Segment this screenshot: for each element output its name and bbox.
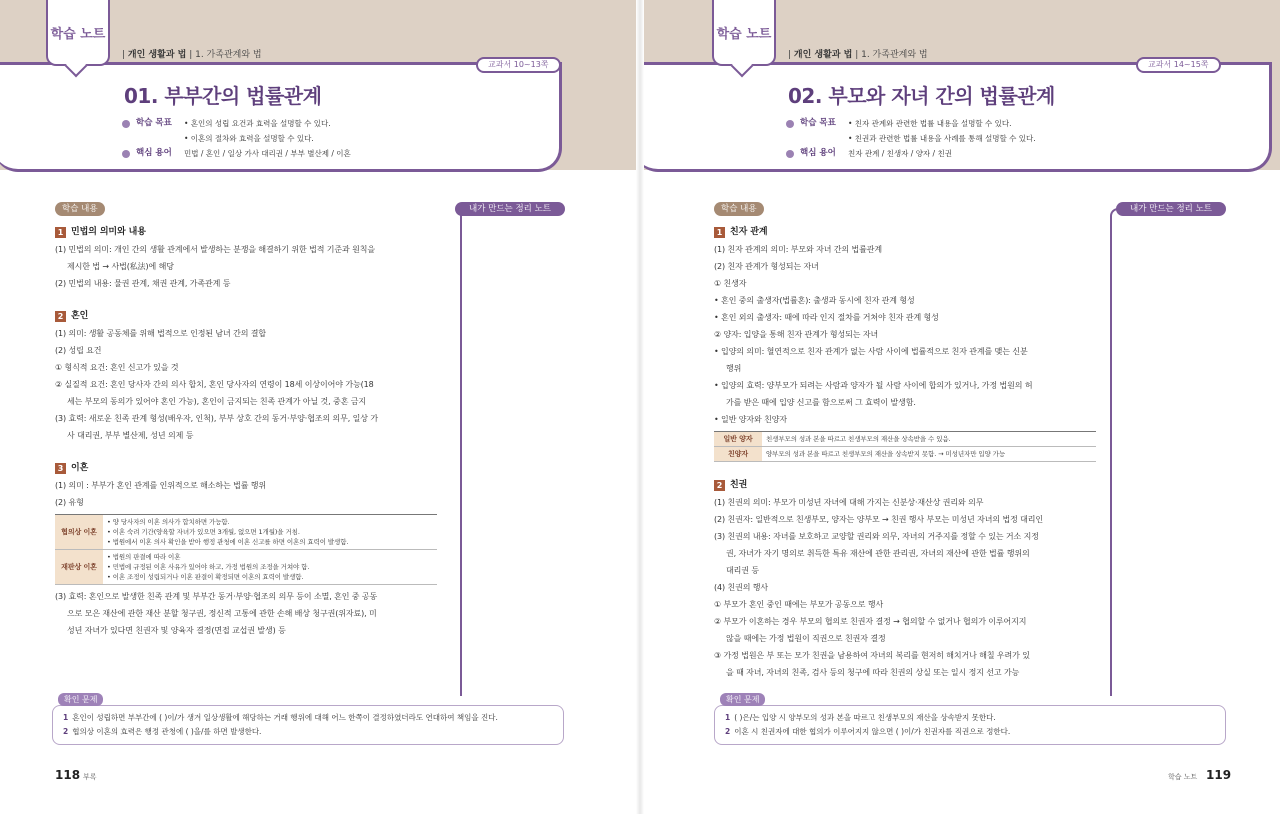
text-line: ② 실질적 요건: 혼인 당사자 간의 의사 합치, 혼인 당사자의 연령이 18세 이상이어야 가능(18: [55, 380, 374, 389]
breadcrumb: | 개인 생활과 법 | 1. 가족관계와 법: [122, 50, 262, 60]
section-heading: 3 이혼: [55, 460, 437, 477]
text-line: (2) 성립 요건: [55, 346, 102, 355]
quiz-item: 1 ( )은/는 입양 시 양부모의 성과 본을 따르고 친생부모의 재산을 상속받지 못한다.: [725, 713, 996, 722]
summary-note-tag: 내가 만드는 정리 노트: [455, 202, 565, 216]
breadcrumb-unit: 개인 생활과 법: [793, 50, 853, 60]
quiz-item: 2 이혼 시 친권자에 대한 협의가 이루어지지 않으면 ( )이/가 친권자를 직권으로 정한다.: [725, 727, 1011, 736]
text-line: (2) 친권자: 일반적으로 친생부모, 양자는 양부모 → 친권 행사 부모는 미성년 자녀의 법정 대리인: [714, 515, 1044, 524]
text-line: 대리권 등: [726, 566, 759, 575]
quiz-item: 2 협의상 이혼의 효력은 행정 관청에 ( )을/를 하면 발생한다.: [63, 727, 262, 736]
text-line: 세는 부모의 동의가 있어야 혼인 가능), 혼인이 금지되는 친족 관계가 아닐 것, 중혼 금지: [67, 397, 367, 406]
summary-note-tag: 내가 만드는 정리 노트: [1116, 202, 1226, 216]
text-line: (1) 의미: 생활 공동체를 위해 법적으로 인정된 남녀 간의 결합: [55, 329, 267, 338]
quiz-item: 1 혼인이 성립하면 부부간에 ( )이/가 생겨 일상생활에 해당하는 거래 행위에 대해 어느 한쪽이 결정하였더라도 연대하여 책임을 진다.: [63, 713, 498, 722]
key-terms: 민법 / 혼인 / 일상 가사 대리권 / 부부 별산제 / 이혼: [184, 149, 351, 158]
content-tag: 학습 내용: [55, 202, 105, 216]
table-cell: 양부모의 성과 본을 따르고 친생부모의 재산을 상속받지 못함. → 미성년자만 입양 가능: [762, 447, 1096, 462]
text-line: 가를 받은 때에 입양 신고를 함으로써 그 효력이 발생함.: [726, 398, 916, 407]
module-title: 02. 부모와 자녀 간의 법률관계: [788, 84, 1055, 108]
divorce-types-table: [55, 514, 437, 585]
goal-label: 학습 목표: [122, 116, 184, 131]
goal-item: • 친권과 관련한 법률 내용을 사례를 통해 설명할 수 있다.: [848, 134, 1036, 143]
section-heading: 1 민법의 의미와 내용: [55, 224, 437, 241]
goal-label: 학습 목표: [786, 116, 848, 131]
text-line: (1) 민법의 의미: 개인 간의 생활 관계에서 발생하는 분쟁을 해결하기 위한 법적 기준과 원칙을: [55, 245, 375, 254]
text-line: 권, 자녀가 자기 명의로 취득한 특유 재산에 관한 관리권, 자녀의 재산에 관한 법률 행위의: [726, 549, 1030, 558]
text-line: (3) 친권의 내용: 자녀를 보호하고 교양할 권리와 의무, 자녀의 거주지를 정할 수 있는 거소 지정: [714, 532, 1039, 541]
table-row: [55, 515, 437, 550]
breadcrumb-chapter: 1. 가족관계와 법: [861, 50, 928, 60]
text-line: (1) 친권의 의미: 부모가 미성년 자녀에 대해 가지는 신분상·재산상 권리와 의무: [714, 498, 984, 507]
table-cell: • 법원의 판결에 따라 이혼 • 민법에 규정된 이혼 사유가 있어야 하고, 가정 법원의 조정을 거쳐야 함. • 이혼 조정이 성립되거나 이혼 판결이 확정되면 이혼의 효력이 발생함.: [103, 550, 437, 585]
text-line: ② 부모가 이혼하는 경우 부모의 협의로 친권자 결정 → 협의할 수 없거나 협의가 이루어지지: [714, 617, 1027, 626]
table-cell: • 양 당사자의 이혼 의사가 합치하면 가능함. • 이혼 숙려 기간(양육할 자녀가 있으면 3개월, 없으면 1개월)을 거침. • 법원에서 이혼 의사 확인을 받아 행정 관청에 이혼 신고를 하면 이혼의 효력이 발생함.: [103, 515, 437, 550]
left-body: [55, 222, 437, 639]
text-line: (2) 친자 관계가 형성되는 자녀: [714, 262, 819, 271]
textbook-pages-badge: 교과서 14~15쪽: [1136, 57, 1221, 73]
text-line: 을 때 자녀, 자녀의 친족, 검사 등의 청구에 따라 친권의 상실 또는 일시 정지 선고 가능: [726, 668, 1020, 677]
text-line: 제시한 법 → 사법(私法)에 해당: [67, 262, 174, 271]
text-line: 으로 모은 재산에 관한 재산 분할 청구권, 정신적 고통에 관한 손해 배상 청구권(위자료), 미: [67, 609, 377, 618]
content-tag: 학습 내용: [714, 202, 764, 216]
breadcrumb: | 개인 생활과 법 | 1. 가족관계와 법: [788, 50, 928, 60]
page-number: 118: [55, 768, 81, 782]
adoption-table: [714, 431, 1096, 462]
page-number: 119: [1206, 768, 1232, 782]
study-note-tab: [46, 0, 110, 66]
breadcrumb-chapter: 1. 가족관계와 법: [195, 50, 262, 60]
key-terms: 친자 관계 / 친생자 / 양자 / 친권: [848, 149, 952, 158]
bullet-icon: [122, 120, 130, 128]
table-row: [55, 550, 437, 585]
section-heading: 2 혼인: [55, 308, 437, 325]
text-line: ② 양자: 입양을 통해 친자 관계가 형성되는 자녀: [714, 330, 879, 339]
tab-label: 학습 노트: [716, 26, 772, 42]
goal-item: • 친자 관계와 관련한 법률 내용을 설명할 수 있다.: [848, 119, 1012, 128]
right-page: [640, 0, 1280, 814]
text-line: (4) 친권의 행사: [714, 583, 769, 592]
table-header-cell: 일반 양자: [714, 432, 762, 447]
text-line: • 혼인 외의 출생자: 때에 따라 인지 절차를 거쳐야 친자 관계 형성: [714, 313, 939, 322]
text-line: (3) 효력: 새로운 친족 관계 형성(배우자, 인척), 부부 상호 간의 동거·부양·협조의 의무, 일상 가: [55, 414, 378, 423]
text-line: 성년 자녀가 있다면 친권자 및 양육자 결정(면접 교섭권 발생) 등: [67, 626, 286, 635]
bullet-icon: [786, 150, 794, 158]
goal-item: • 이혼의 절차와 효력을 설명할 수 있다.: [184, 134, 314, 143]
terms-label: 핵심 용어: [122, 146, 184, 161]
study-note-tab: [712, 0, 776, 66]
text-line: ① 부모가 혼인 중인 때에는 부모가 공동으로 행사: [714, 600, 884, 609]
goals-block: [122, 116, 351, 161]
table-header-cell: 재판상 이혼: [55, 550, 103, 585]
text-line: ③ 가정 법원은 부 또는 모가 친권을 남용하여 자녀의 복리를 현저히 해치거나 해칠 우려가 있: [714, 651, 1030, 660]
quiz-box: [52, 705, 564, 745]
textbook-pages-badge: 교과서 10~13쪽: [476, 57, 561, 73]
book-gutter: [636, 0, 644, 814]
text-line: 않을 때에는 가정 법원이 직권으로 친권자 결정: [726, 634, 886, 643]
text-line: • 혼인 중의 출생자(법률혼): 출생과 동시에 친자 관계 형성: [714, 296, 915, 305]
table-cell: 친생부모의 성과 본을 따르고 친생부모의 재산을 상속받을 수 있음.: [762, 432, 1096, 447]
text-line: (1) 의미 : 부부가 혼인 관계를 인위적으로 해소하는 법률 행위: [55, 481, 267, 490]
terms-label: 핵심 용어: [786, 146, 848, 161]
quiz-box: [714, 705, 1226, 745]
text-line: • 입양의 의미: 혈연적으로 친자 관계가 없는 사람 사이에 법률적으로 친자 관계를 맺는 신분: [714, 347, 1028, 356]
table-row: [714, 447, 1096, 462]
text-line: 사 대리권, 부부 별산제, 성년 의제 등: [67, 431, 194, 440]
page-label: 부록: [83, 773, 97, 781]
table-header-cell: 협의상 이혼: [55, 515, 103, 550]
text-line: ① 형식적 요건: 혼인 신고가 있을 것: [55, 363, 179, 372]
table-header-cell: 친양자: [714, 447, 762, 462]
goal-item: • 혼인의 성립 요건과 효력을 설명할 수 있다.: [184, 119, 331, 128]
right-body: [714, 222, 1096, 681]
tab-label: 학습 노트: [50, 26, 106, 42]
table-row: [714, 432, 1096, 447]
section-heading: 1 친자 관계: [714, 224, 1096, 241]
breadcrumb-unit: 개인 생활과 법: [127, 50, 187, 60]
quiz-tag: 확인 문제: [720, 693, 765, 706]
bullet-icon: [786, 120, 794, 128]
goals-block: [786, 116, 1036, 161]
text-line: (3) 효력: 혼인으로 발생한 친족 관계 및 부부간 동거·부양·협조의 의무 등이 소멸, 혼인 중 공동: [55, 592, 378, 601]
page-label: 학습 노트: [1168, 773, 1198, 781]
quiz-tag: 확인 문제: [58, 693, 103, 706]
text-line: ① 친생자: [714, 279, 747, 288]
summary-note-area[interactable]: [1110, 208, 1118, 696]
text-line: • 입양의 효력: 양부모가 되려는 사람과 양자가 될 사람 사이에 합의가 있거나, 가정 법원의 허: [714, 381, 1033, 390]
summary-note-area[interactable]: [460, 208, 468, 696]
text-line: 행위: [726, 364, 742, 373]
text-line: (1) 친자 관계의 의미: 부모와 자녀 간의 법률관계: [714, 245, 883, 254]
bullet-icon: [122, 150, 130, 158]
section-heading: 2 친권: [714, 477, 1096, 494]
module-title: 01. 부부간의 법률관계: [124, 84, 322, 108]
text-line: (2) 유형: [55, 498, 84, 507]
text-line: (2) 민법의 내용: 물권 관계, 채권 관계, 가족관계 등: [55, 279, 231, 288]
text-line: • 일반 양자와 친양자: [714, 415, 787, 424]
